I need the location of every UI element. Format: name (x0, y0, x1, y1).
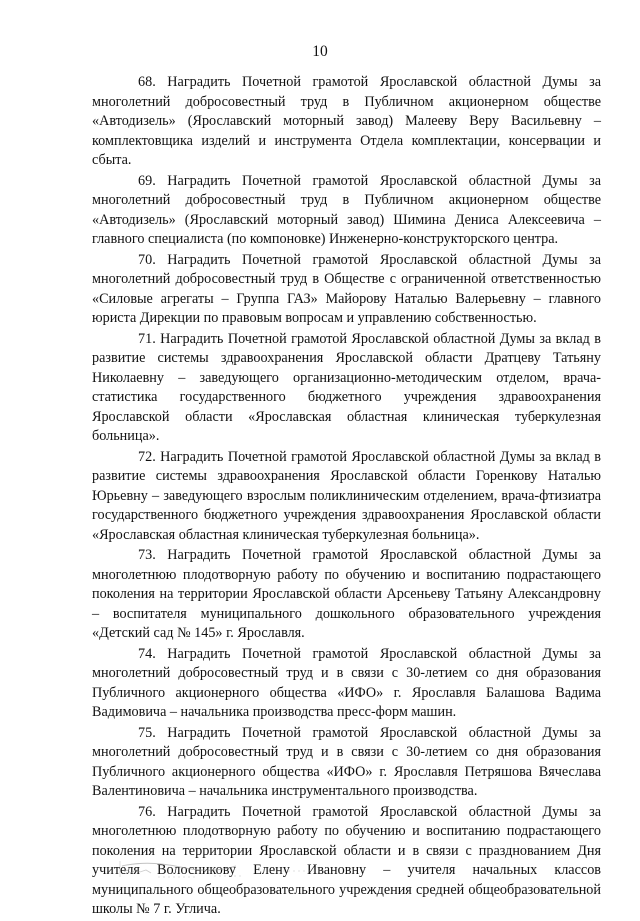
award-list (92, 73, 601, 921)
award-item-70: 70. Наградить Почетной грамотой Ярославской областной Думы за многолетний добросовестный труд в Обществе с ограниченной ответственностью «Силовые агрегаты – Группа ГАЗ» Майорову Наталью Валерьевну – главного юриста Дирекции по правовым вопросам и управлению собственностью. (92, 251, 601, 326)
page-number: 10 (312, 43, 328, 60)
award-item-76: 76. Наградить Почетной грамотой Ярославской областной Думы за многолетнюю плодотворную работу по обучению и воспитанию подрастающего поколения на территории Ярославской области и в связи с празднованием Дня учителя Волосникову Елену Ивановну – учителя начальных классов муниципального общеобразовательного учреждения средней общеобразовательной школы № 7 г. Углича. (92, 803, 601, 917)
award-item-72: 72. Наградить Почетной грамотой Ярославской областной Думы за вклад в развитие системы здравоохранения Ярославской области Горенкову Наталью Юрьевну – заведующего взрослым поликлиническим отделением, врача-фтизиатра государственного бюджетного учреждения здравоохранения Ярославской области «Ярославская областная клиническая туберкулезная больница». (92, 448, 601, 543)
award-item-71: 71. Наградить Почетной грамотой Ярославской областной Думы за вклад в развитие системы здравоохранения Ярославской области Дратцеву Татьяну Николаевну – заведующего организационно-методическим отделом, врача-статистика государственного бюджетного учреждения здравоохранения Ярославской области «Ярославская областная клиническая туберкулезная больница». (92, 330, 601, 444)
award-item-73: 73. Наградить Почетной грамотой Ярославской областной Думы за многолетнюю плодотворную работу по обучению и воспитанию подрастающего поколения на территории Ярославской области Арсеньеву Татьяну Александровну – воспитателя муниципального дошкольного образовательного учреждения «Детский сад № 145» г. Ярославля. (92, 547, 601, 641)
award-item-74: 74. Наградить Почетной грамотой Ярославской областной Думы за многолетний добросовестный труд и в связи с 30-летием со дня образования Публичного акционерного общества «ИФО» г. Ярославля Балашова Вадима Вадимовича – начальника производства пресс-форм машин. (92, 645, 601, 720)
stamp-mark-icon (118, 858, 348, 880)
award-item-69: 69. Наградить Почетной грамотой Ярославской областной Думы за многолетний добросовестный труд в Публичном акционерном обществе «Автодизель» (Ярославский моторный завод) Шимина Дениса Алексеевича – главного специалиста (по компоновке) Инженерно-конструкторского центра. (92, 172, 601, 247)
award-item-68: 68. Наградить Почетной грамотой Ярославской областной Думы за многолетний добросовестный труд в Публичном акционерном обществе «Автодизель» (Ярославский моторный завод) Малееву Веру Васильевну – комплектовщика изделий и инструмента Отдела комплектации, консервации и сбыта. (92, 74, 601, 168)
award-item-75: 75. Наградить Почетной грамотой Ярославской областной Думы за многолетний добросовестный труд и в связи с 30-летием со дня образования Публичного акционерного общества «ИФО» г. Ярославля Петряшова Вячеслава Валентиновича – начальника инструментального производства. (92, 724, 601, 799)
